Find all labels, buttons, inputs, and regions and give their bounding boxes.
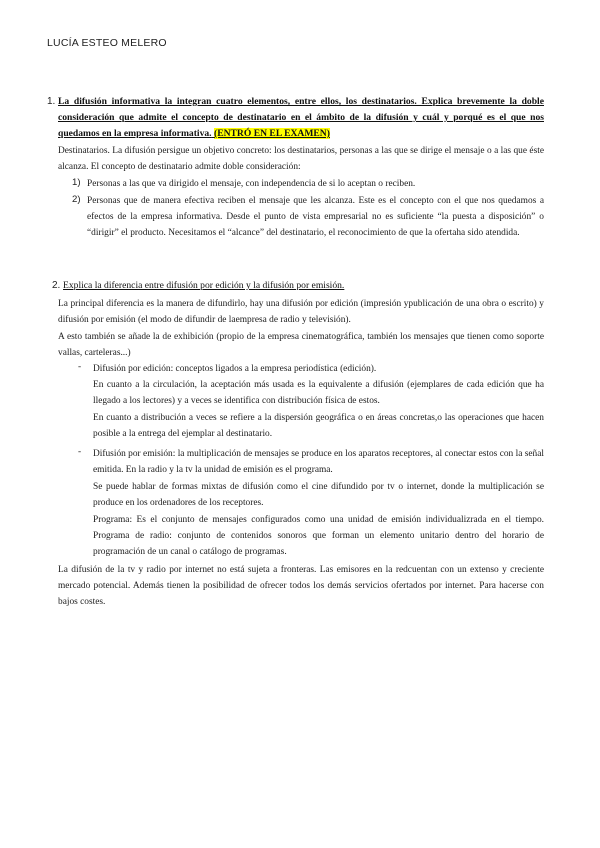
edicion-line-1: Difusión por edición: conceptos ligados a la empresa periodística (edición).: [93, 364, 377, 374]
question-2-number: 2.: [52, 280, 61, 291]
question-1-title-text: La difusión informativa la integran cuatro elementos, entre ellos, los destinatarios. Explica brevemente la doble consideración que admite el concepto de destinatario en el ámbito de la difusión y cuál y porqué es el que nos quedamos en la empresa informativa.: [58, 96, 544, 139]
q2-paragraph-2: A esto también se añade la de exhibición (propio de la empresa cinematográfica, también los mensajes que tienen como soporte vallas, carteleras...): [58, 332, 544, 358]
edicion-distribucion: En cuanto a distribución a veces se refiere a la dispersión geográfica o en áreas concretas,o las operaciones que hacen posible a la entrega del ejemplar al destinatario.: [93, 413, 544, 439]
bullet-dash: -: [78, 362, 82, 372]
exam-highlight: (ENTRÓ EN EL EXAMEN): [214, 128, 330, 139]
emision-programa: Programa: Es el conjunto de mensajes configurados como una unidad de emisión individualizrada en el tiempo. Programa de radio: conjunto de contenidos sonoros que forman un elemento unitario dentro del horario de programación de un canal o catálogo de programas.: [93, 515, 544, 557]
question-1-number: 1.: [47, 96, 56, 107]
bullet-dash: -: [78, 447, 82, 457]
q1-item-1-text: Personas a las que va dirigido el mensaje, con independencia de si lo aceptan o reciben.: [87, 179, 416, 189]
emision-line-1: Difusión por emisión: la multiplicación de mensajes se produce en los aparatos receptores, al conectar estos con la señal emitida. En la radio y la tv la unidad de emisión es el programa.: [93, 449, 544, 475]
emision-formas-mixtas: Se puede hablar de formas mixtas de difusión como el cine difundido por tv o internet, donde la multiplicación se produce en los ordenadores de los receptores.: [93, 482, 544, 508]
q1-item-2-text: Personas que de manera efectiva reciben el mensaje que les alcanza. Este es el concepto con el que nos quedamos a efectos de la empresa informativa. Desde el punto de vista empresarial no es suficiente “la puesta a disposición” o “dirigir” el producto. Necesitamos el “alcance” del destinatario, el reconocimiento de que la ofertaha sido atendida.: [87, 196, 544, 238]
q1-item-2-number: 2): [72, 194, 81, 205]
q1-item-1-number: 1): [72, 177, 81, 188]
question-1-title: [58, 94, 544, 142]
edicion-circulacion: En cuanto a la circulación, la aceptación más usada es la equivalente a difusión (ejemplares de cada edición que ha llegado a los lectores) y a veces se identifica con distribución física de estos.: [93, 380, 544, 406]
q2-closing-paragraph: La difusión de la tv y radio por internet no está sujeta a fronteras. Las emisores en la redcuentan con un extenso y creciente mercado potencial. Además tienen la posibilidad de ofrecer todos los demás servicios ofertados por internet. Para hacerse con bajos costes.: [58, 565, 544, 607]
q1-intro-paragraph: Destinatarios. La difusión persigue un objetivo concreto: los destinatarios, personas a las que se dirige el mensaje o a las que éste alcanza. El concepto de destinatario admite doble consideración:: [58, 146, 544, 172]
q2-paragraph-1: La principal diferencia es la manera de difundirlo, hay una difusión por edición (impresión ypublicación de una obra o escrito) y difusión por emisión (el modo de difundir de laempresa de radio y televisión).: [58, 299, 544, 325]
author-name: LUCÍA ESTEO MELERO: [47, 37, 167, 49]
question-2-title: Explica la diferencia entre difusión por edición y la difusión por emisión.: [63, 280, 345, 291]
